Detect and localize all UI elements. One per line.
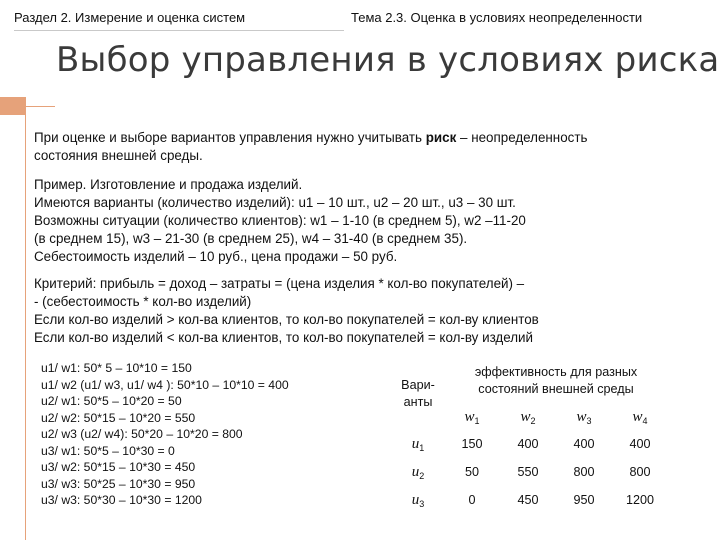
table-cell: 1200 <box>625 493 655 507</box>
header-divider <box>14 30 344 31</box>
topic-header: Тема 2.3. Оценка в условиях неопределенности <box>351 10 643 25</box>
accent-line <box>25 106 55 107</box>
criterion-line: Если кол-во изделий < кол-ва клиентов, то кол-во покупателей = кол-ву изделий <box>34 330 534 345</box>
state-w2-header: $w_2$ <box>520 408 536 426</box>
table-cell: 150 <box>461 437 483 451</box>
accent-square <box>0 97 25 115</box>
state-w3-header: $w_3$ <box>576 408 592 426</box>
variants-header-cell: Вари- анты <box>401 378 435 409</box>
calculation-list <box>41 360 289 509</box>
table-cell: 50 <box>464 465 479 479</box>
example-line: Возможны ситуации (количество клиентов): w1 – 1-10 (в среднем 5), w2 –11-20 <box>34 213 526 228</box>
table-cell: 800 <box>573 465 595 479</box>
calculation-line: u3/ w2: 50*15 – 10*30 = 450 <box>41 460 196 474</box>
state-w4-header: $w_4$ <box>632 408 648 426</box>
calculation-line: u1/ w1: 50* 5 – 10*10 = 150 <box>41 361 192 375</box>
variant-u1-label: $u_1$ <box>411 435 425 453</box>
slide-title: Выбор управления в условиях риска <box>56 40 720 80</box>
table-cell: 450 <box>517 493 539 507</box>
table-cell: 950 <box>573 493 595 507</box>
criterion-line: - (себестоимость * кол-во изделий) <box>34 294 252 309</box>
table-cell: 0 <box>468 493 476 507</box>
calculation-line: u1/ w2 (u1/ w3, u1/ w4 ): 50*10 – 10*10 = 400 <box>41 377 289 392</box>
example-line: Себестоимость изделий – 10 руб., цена продажи – 50 руб. <box>34 249 398 264</box>
calculation-line: u3/ w1: 50*5 – 10*30 = 0 <box>41 443 175 458</box>
calculation-line: u2/ w2: 50*15 – 10*20 = 550 <box>41 410 196 425</box>
criterion-paragraph <box>34 275 704 347</box>
example-line: Имеются варианты (количество изделий): u1 – 10 шт., u2 – 20 шт., u3 – 30 шт. <box>34 195 516 210</box>
variant-u2-label: $u_2$ <box>411 463 425 481</box>
criterion-line: Критерий: прибыль = доход – затраты = (цена изделия * кол-во покупателей) – <box>34 276 525 291</box>
example-paragraph <box>34 176 704 266</box>
efficiency-grid <box>392 358 668 514</box>
variant-u3-label: $u_3$ <box>411 491 425 509</box>
calculation-line: u3/ w3: 50*30 – 10*30 = 1200 <box>41 493 202 507</box>
intro-line-2: состояния внешней среды. <box>34 148 203 163</box>
table-cell: 800 <box>629 465 651 479</box>
calculation-line: u2/ w1: 50*5 – 10*20 = 50 <box>41 394 182 408</box>
example-line: Пример. Изготовление и продажа изделий. <box>34 177 303 192</box>
table-row <box>392 486 668 514</box>
efficiency-header-cell: эффективность для разных состояний внешней среды <box>474 365 638 396</box>
table-cell: 400 <box>517 437 539 451</box>
table-row <box>392 430 668 458</box>
table-cell: 550 <box>517 465 539 479</box>
intro-paragraph <box>34 129 704 165</box>
accent-vertical-rule <box>25 97 26 540</box>
state-w1-header: $w_1$ <box>464 408 480 426</box>
calculation-line: u3/ w3: 50*25 – 10*30 = 950 <box>41 476 196 491</box>
table-cell: 400 <box>629 437 651 451</box>
risk-term: риск <box>425 130 457 145</box>
table-row <box>392 458 668 486</box>
table-cell: 400 <box>573 437 595 451</box>
intro-line-1: При оценке и выборе вариантов управления нужно учитывать риск – неопределенность <box>34 130 588 145</box>
criterion-line: Если кол-во изделий > кол-ва клиентов, то кол-во покупателей = кол-ву клиентов <box>34 312 539 327</box>
section-header: Раздел 2. Измерение и оценка систем <box>14 10 246 25</box>
example-line: (в среднем 15), w3 – 21-30 (в среднем 25), w4 – 31-40 (в среднем 35). <box>34 231 468 246</box>
calculation-line: u2/ w3 (u2/ w4): 50*20 – 10*20 = 800 <box>41 427 243 441</box>
